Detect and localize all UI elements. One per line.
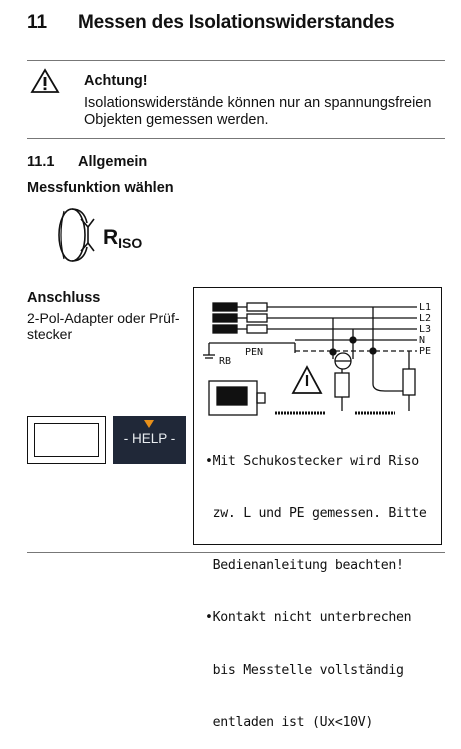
divider-warning-bottom xyxy=(27,138,445,139)
wiring-diagram xyxy=(195,289,441,419)
connection-heading: Anschluss xyxy=(27,290,101,306)
divider-top xyxy=(27,60,445,61)
divider-bottom xyxy=(27,552,445,553)
riso-sub: ISO xyxy=(118,235,143,251)
connection-line-1: 2-Pol-Adapter oder Prüf- xyxy=(27,310,180,326)
arrow-down-icon xyxy=(144,420,154,428)
riso-main: R xyxy=(103,226,119,249)
warning-text xyxy=(84,95,444,129)
help-label: - HELP - xyxy=(123,431,176,446)
soft-key-inner xyxy=(34,423,99,457)
label-pe: PE xyxy=(419,346,432,357)
soft-key-button[interactable] xyxy=(27,416,106,464)
riso-label xyxy=(103,226,142,251)
label-l3: L3 xyxy=(419,324,432,335)
warning-line-2: Objekten gemessen werden. xyxy=(84,112,269,128)
lcd-line: zw. L und PE gemessen. Bitte xyxy=(205,506,427,522)
label-rb: RB xyxy=(219,356,232,367)
section-title: Allgemein xyxy=(78,154,148,170)
lcd-line: bis Messtelle vollständig xyxy=(205,662,404,678)
lcd-line: •Kontakt nicht unterbrechen xyxy=(205,610,412,626)
warning-line-1: Isolationswiderstände können nur an spannungsfreien xyxy=(84,95,432,111)
chapter-title: Messen des Isolationswiderstandes xyxy=(78,12,395,33)
lcd-line: Bedienanleitung beachten! xyxy=(205,558,404,574)
rotary-switch-icon xyxy=(44,203,106,267)
label-l1: L1 xyxy=(419,302,432,313)
section-number: 11.1 xyxy=(27,154,55,170)
label-pen: PEN xyxy=(245,347,264,358)
label-l2: L2 xyxy=(419,313,432,324)
warning-triangle-icon xyxy=(30,68,60,94)
connection-text xyxy=(27,310,192,342)
lcd-help-text xyxy=(205,418,440,749)
help-label-text: HELP xyxy=(131,431,168,446)
chapter-number: 11 xyxy=(27,12,48,33)
lcd-line: •Mit Schukostecker wird Riso xyxy=(205,453,419,469)
warning-heading: Achtung! xyxy=(84,73,148,89)
label-n: N xyxy=(419,335,426,346)
lcd-line: entladen ist (Ux<10V) xyxy=(205,714,374,730)
connection-line-2: stecker xyxy=(27,326,73,342)
measure-heading: Messfunktion wählen xyxy=(27,180,174,196)
help-button[interactable] xyxy=(113,416,186,464)
